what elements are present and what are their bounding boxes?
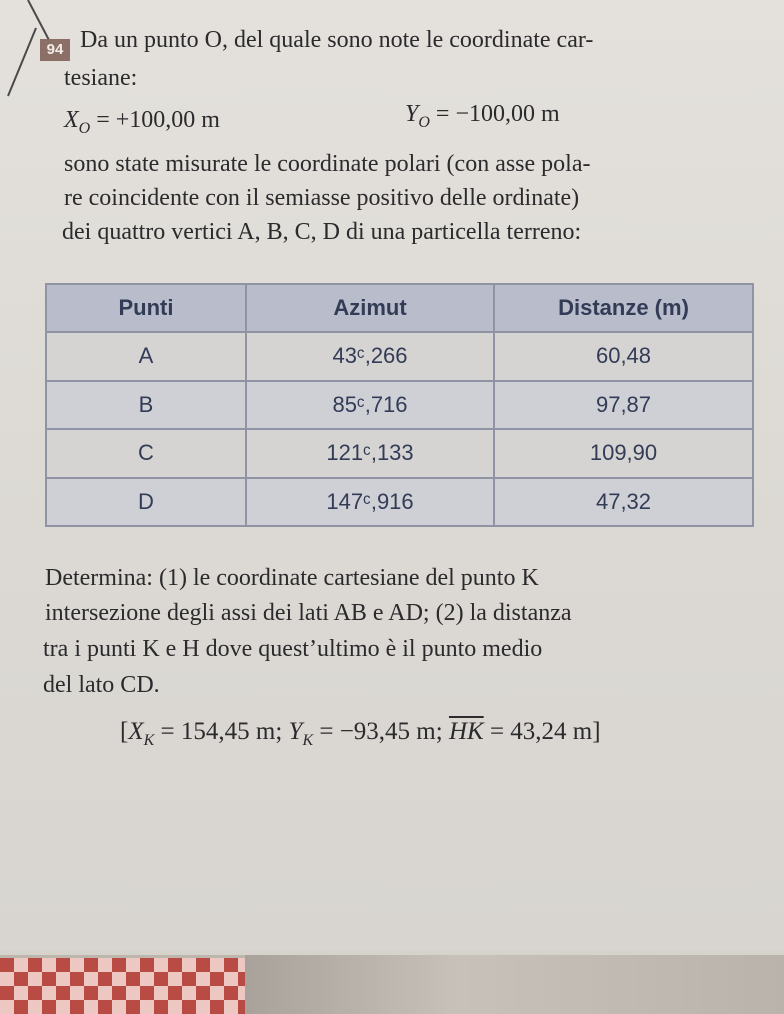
cell-distanza: 97,87 [494, 381, 753, 430]
yo-value: = −100,00 m [435, 101, 560, 127]
xk-symbol: X [128, 718, 144, 745]
cell-distanza: 109,90 [494, 429, 753, 478]
cell-azimut: 43ᶜ,266 [246, 332, 494, 381]
task-line-3: tra i punti K e H dove quest’ultimo è il punto medio [43, 636, 543, 662]
answer-close-bracket: ] [592, 718, 601, 745]
xk-value: = 154,45 m; [160, 718, 283, 745]
cell-azimut: 85ᶜ,716 [246, 381, 494, 430]
cell-distanza: 47,32 [494, 478, 753, 527]
cell-distanza: 60,48 [494, 332, 753, 381]
xo-coordinate [64, 107, 220, 138]
task-line-4: del lato CD. [43, 672, 160, 698]
cell-punto: B [46, 381, 246, 430]
cell-punto: A [46, 332, 246, 381]
intro-line-2: tesiane: [64, 65, 138, 91]
hk-value: = 43,24 m [489, 718, 593, 745]
header-punti: Punti [46, 284, 246, 332]
xk-subscript: K [143, 732, 155, 749]
xo-subscript: O [78, 119, 91, 137]
table-row [46, 478, 753, 527]
yk-value: = −93,45 m; [319, 718, 443, 745]
table-row [46, 381, 753, 430]
body-line-2: re coincidente con il semiasse positivo delle ordinate) [64, 185, 580, 211]
yo-coordinate [405, 101, 560, 132]
intro-line-1: Da un punto O, del quale sono note le coordinate car- [80, 27, 594, 53]
task-line-2: intersezione degli assi dei lati AB e AD; (2) la distanza [45, 600, 572, 626]
answer-open-bracket: [ [120, 718, 129, 745]
surface-shadow [245, 955, 784, 1014]
xo-value: = +100,00 m [96, 107, 220, 133]
body-line-1: sono state misurate le coordinate polari (con asse pola- [64, 151, 591, 177]
yo-subscript: O [418, 113, 430, 131]
checkered-cloth [0, 958, 245, 1014]
table-row [46, 332, 753, 381]
yk-symbol: Y [288, 718, 303, 745]
yk-subscript: K [302, 732, 314, 749]
yo-symbol: Y [405, 101, 419, 127]
xo-symbol: X [64, 107, 79, 133]
polar-coordinates-table [45, 283, 754, 527]
cell-azimut: 147ᶜ,916 [246, 478, 494, 527]
hk-symbol: $\overline{HK}$ [448, 718, 484, 745]
cell-azimut: 121ᶜ,133 [246, 429, 494, 478]
table-header-row [46, 284, 753, 332]
answer-line [120, 718, 601, 750]
task-line-1: Determina: (1) le coordinate cartesiane del punto K [45, 565, 539, 591]
cell-punto: C [46, 429, 246, 478]
table-row [46, 429, 753, 478]
body-line-3: dei quattro vertici A, B, C, D di una particella terreno: [62, 219, 582, 245]
header-azimut: Azimut [246, 284, 494, 332]
cell-punto: D [46, 478, 246, 527]
header-distanze: Distanze (m) [494, 284, 753, 332]
problem-number-badge: 94 [40, 39, 70, 61]
